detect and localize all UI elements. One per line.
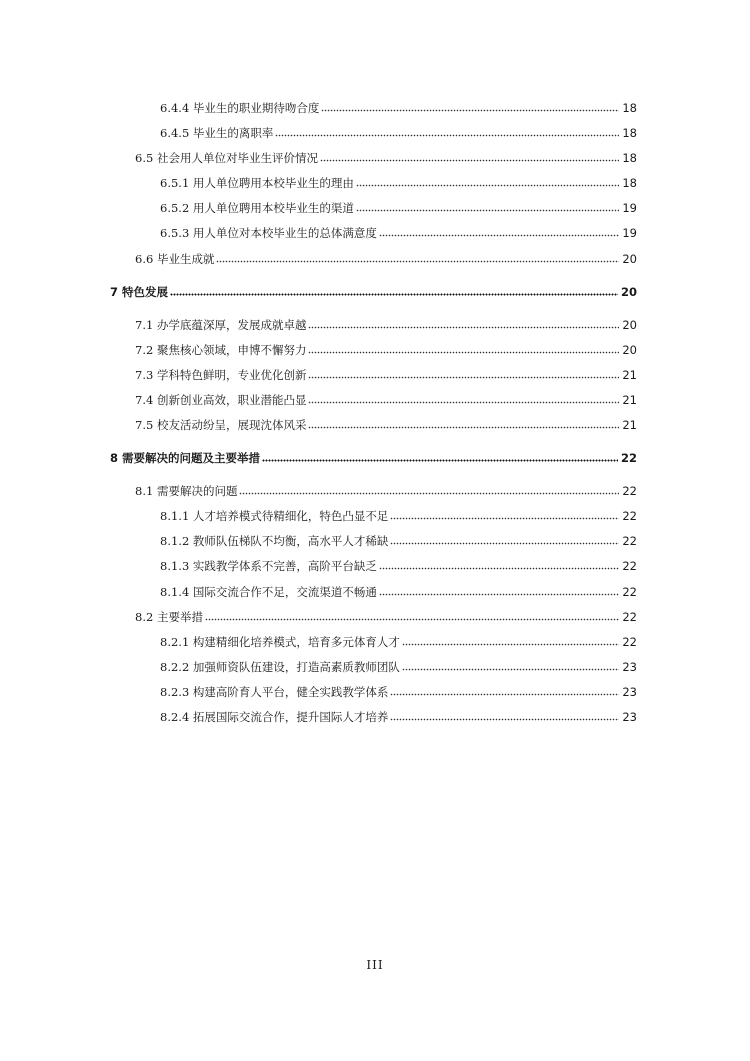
- toc-entry-title: 7 特色发展: [110, 285, 169, 299]
- toc-entry-page: 22: [622, 534, 637, 548]
- toc-entry-6-4-5[interactable]: [160, 122, 637, 140]
- toc-entry-title: 8.1.4 国际交流合作不足，交流渠道不畅通: [160, 585, 377, 599]
- dot-leader: [308, 326, 619, 329]
- dot-leader: [308, 401, 619, 404]
- dot-leader: [402, 668, 619, 671]
- toc-entry-8-1-1[interactable]: [160, 505, 637, 523]
- toc-entry-page: 23: [622, 710, 637, 724]
- toc-entry-title: 6.5.2 用人单位聘用本校毕业生的渠道: [160, 201, 354, 215]
- toc-entry-8-1-3[interactable]: [160, 555, 637, 573]
- toc-entry-page: 20: [620, 285, 637, 299]
- toc-entry-7-3[interactable]: [135, 364, 637, 382]
- toc-entry-page: 19: [622, 201, 637, 215]
- dot-leader: [379, 567, 619, 570]
- toc-entry-8-1[interactable]: [135, 480, 637, 498]
- dot-leader: [262, 459, 618, 462]
- toc-entry-page: 18: [622, 101, 637, 115]
- dot-leader: [239, 492, 619, 495]
- toc-entry-8-2-4[interactable]: [160, 706, 637, 724]
- dot-leader: [308, 376, 619, 379]
- toc-entry-title: 8.1 需要解决的问题: [135, 484, 238, 498]
- toc-entry-page: 22: [622, 585, 637, 599]
- toc-entry-page: 21: [622, 418, 637, 432]
- toc-entry-7-4[interactable]: [135, 389, 637, 407]
- page-number: III: [366, 958, 384, 972]
- toc-entry-title: 6.5.3 用人单位对本校毕业生的总体满意度: [160, 226, 377, 240]
- dot-leader: [205, 618, 619, 621]
- toc-entry-8-1-2[interactable]: [160, 530, 637, 548]
- toc-entry-6-5-1[interactable]: [160, 172, 637, 190]
- toc-entry-7-2[interactable]: [135, 339, 637, 357]
- toc-entry-title: 8 需要解决的问题及主要举措: [110, 451, 261, 465]
- toc-entry-6-5-2[interactable]: [160, 197, 637, 215]
- toc-entry-title: 7.2 聚焦核心领域，申博不懈努力: [135, 343, 307, 357]
- toc-entry-8[interactable]: [110, 447, 637, 465]
- toc-entry-7-1[interactable]: [135, 314, 637, 332]
- dot-leader: [275, 134, 619, 137]
- dot-leader: [379, 234, 619, 237]
- dot-leader: [356, 209, 619, 212]
- toc-entry-page: 21: [622, 393, 637, 407]
- toc-entry-8-2-2[interactable]: [160, 656, 637, 674]
- toc-entry-title: 6.6 毕业生成就: [135, 252, 215, 266]
- toc-entry-page: 23: [622, 685, 637, 699]
- dot-leader: [402, 643, 619, 646]
- toc-entry-title: 8.2 主要举措: [135, 610, 203, 624]
- toc-entry-title: 8.2.4 拓展国际交流合作，提升国际人才培养: [160, 710, 389, 724]
- dot-leader: [308, 351, 619, 354]
- toc-entry-title: 8.2.3 构建高阶育人平台，健全实践教学体系: [160, 685, 389, 699]
- toc-entry-page: 18: [622, 151, 637, 165]
- toc-entry-page: 22: [622, 610, 637, 624]
- toc-entry-6-6[interactable]: [135, 248, 637, 266]
- dot-leader: [321, 109, 619, 112]
- toc-entry-page: 22: [622, 509, 637, 523]
- dot-leader: [390, 718, 619, 721]
- toc-entry-page: 22: [620, 451, 637, 465]
- toc-entry-title: 7.4 创新创业高效，职业潜能凸显: [135, 393, 307, 407]
- toc-entry-page: 18: [622, 176, 637, 190]
- toc-entry-page: 19: [622, 226, 637, 240]
- dot-leader: [356, 184, 619, 187]
- toc-entry-7-5[interactable]: [135, 414, 637, 432]
- toc-entry-title: 8.2.2 加强师资队伍建设，打造高素质教师团队: [160, 660, 400, 674]
- dot-leader: [216, 260, 619, 263]
- toc-entry-8-2-3[interactable]: [160, 681, 637, 699]
- toc-entry-title: 8.2.1 构建精细化培养模式，培育多元体育人才: [160, 635, 400, 649]
- toc-entry-title: 7.3 学科特色鲜明，专业优化创新: [135, 368, 307, 382]
- dot-leader: [170, 293, 618, 296]
- toc-entry-6-5[interactable]: [135, 147, 637, 165]
- toc-entry-page: 21: [622, 368, 637, 382]
- dot-leader: [379, 593, 619, 596]
- toc-entry-8-2[interactable]: [135, 606, 637, 624]
- toc-entry-page: 18: [622, 126, 637, 140]
- toc-entry-6-5-3[interactable]: [160, 222, 637, 240]
- toc-entry-title: 8.1.3 实践教学体系不完善，高阶平台缺乏: [160, 559, 377, 573]
- toc-entry-8-2-1[interactable]: [160, 631, 637, 649]
- toc-entry-title: 7.5 校友活动纷呈，展现沈体风采: [135, 418, 307, 432]
- toc-entry-title: 6.5 社会用人单位对毕业生评价情况: [135, 151, 318, 165]
- toc-entry-title: 7.1 办学底蕴深厚，发展成就卓越: [135, 318, 307, 332]
- toc-entry-title: 6.4.5 毕业生的离职率: [160, 126, 274, 140]
- dot-leader: [390, 693, 619, 696]
- toc-entry-page: 20: [622, 252, 637, 266]
- toc-entry-8-1-4[interactable]: [160, 581, 637, 599]
- dot-leader: [320, 159, 619, 162]
- toc-entry-7[interactable]: [110, 281, 637, 299]
- toc-entry-title: 6.4.4 毕业生的职业期待吻合度: [160, 101, 320, 115]
- dot-leader: [390, 542, 619, 545]
- toc-entry-page: 22: [622, 559, 637, 573]
- toc-entry-page: 20: [622, 318, 637, 332]
- toc-entry-page: 22: [622, 635, 637, 649]
- toc-entry-page: 22: [622, 484, 637, 498]
- toc-entry-page: 20: [622, 343, 637, 357]
- dot-leader: [308, 426, 619, 429]
- dot-leader: [390, 517, 619, 520]
- toc-entry-title: 8.1.2 教师队伍梯队不均衡，高水平人才稀缺: [160, 534, 389, 548]
- toc-entry-title: 8.1.1 人才培养模式待精细化，特色凸显不足: [160, 509, 389, 523]
- toc-entry-title: 6.5.1 用人单位聘用本校毕业生的理由: [160, 176, 354, 190]
- toc-entry-page: 23: [622, 660, 637, 674]
- toc-entry-6-4-4[interactable]: [160, 97, 637, 115]
